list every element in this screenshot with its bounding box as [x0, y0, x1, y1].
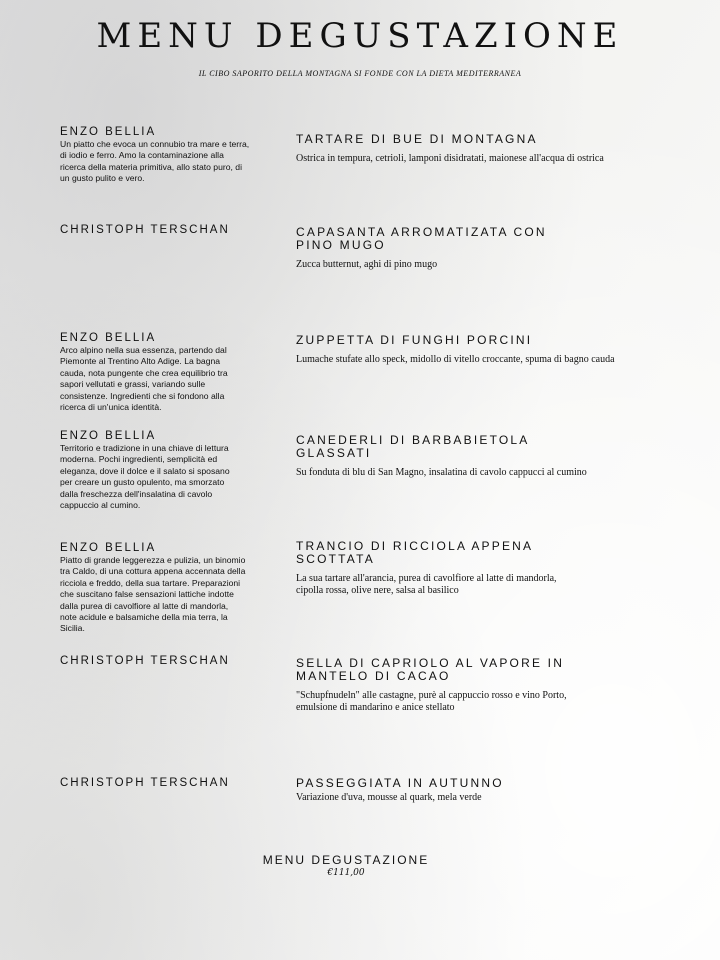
dish-description: Zucca butternut, aghi di pino mugo: [296, 259, 438, 270]
dish-description: "Schupfnudeln" alle castagne, purè al cappuccio rosso e vino Porto, emulsione di mandarino e anice stellato: [296, 690, 567, 713]
dish-description: La sua tartare all'arancia, purea di cavolfiore al latte di mandorla, cipolla rossa, olive nere, salsa al basilico: [296, 573, 557, 596]
course-3-dish: [296, 334, 676, 366]
dish-description: Variazione d'uva, mousse al quark, mela verde: [296, 792, 482, 803]
course-1-dish: [296, 133, 676, 165]
footer-title: MENU DEGUSTAZIONE: [262, 853, 430, 867]
course-2-chef: [60, 224, 250, 237]
dish-name: PASSEGGIATA IN AUTUNNO: [296, 776, 504, 790]
dish-name: CAPASANTA ARROMATIZATA CON PINO MUGO: [296, 225, 547, 252]
dish-description: Ostrica in tempura, cetrioli, lamponi disidratati, maionese all'acqua di ostrica: [296, 153, 604, 164]
chef-description: Territorio e tradizione in una chiave di lettura moderna. Pochi ingredienti, semplicità ed eleganza, dove il dolce e il salato si sposano per creare un gusto opulento, ma smorzato dalla freschezza dell'insalatina di cavolo cappuccio al cumino.: [60, 443, 230, 511]
chef-name: CHRISTOPH TERSCHAN: [60, 655, 230, 667]
menu-price: €111,00: [327, 868, 365, 878]
course-5-dish: [296, 540, 566, 597]
course-2-dish: [296, 226, 586, 271]
course-6-chef: [60, 655, 250, 668]
dish-description: Su fonduta di blu di San Magno, insalatina di cavolo cappucci al cumino: [296, 467, 587, 478]
dish-name: ZUPPETTA DI FUNGHI PORCINI: [296, 333, 533, 347]
course-7-dish: [296, 777, 676, 804]
dish-name: TRANCIO DI RICCIOLA APPENA SCOTTATA: [296, 539, 533, 566]
chef-name: ENZO BELLIA: [60, 126, 157, 138]
dish-description: Lumache stufate allo speck, midollo di vitello croccante, spuma di bagno cauda: [296, 354, 615, 365]
chef-name: ENZO BELLIA: [60, 430, 157, 442]
dish-name: SELLA DI CAPRIOLO AL VAPORE IN MANTELO DI CACAO: [296, 656, 565, 683]
course-3-chef: [60, 332, 250, 413]
chef-description: Arco alpino nella sua essenza, partendo dal Piemonte al Trentino Alto Adige. La bagna cauda, nota pungente che crea equilibrio tra sapori vellutati e grassi, variando sulle consistenze. Ingredienti che si fondono alla ricerca di un'unica identità.: [60, 345, 228, 413]
chef-description: Un piatto che evoca un connubio tra mare e terra, di iodio e ferro. Amo la contaminazione alla ricerca della materia primitiva, allo stato puro, di un gusto pulito e vero.: [60, 139, 250, 184]
course-4-dish: [296, 433, 587, 479]
chef-name: ENZO BELLIA: [60, 332, 157, 344]
course-6-dish: [296, 657, 606, 714]
page-subtitle: IL CIBO SAPORITO DELLA MONTAGNA SI FONDE CON LA DIETA MEDITERRANEA: [198, 69, 522, 78]
chef-name: CHRISTOPH TERSCHAN: [60, 777, 230, 789]
course-4-chef: [60, 430, 250, 511]
course-1-chef: [60, 126, 250, 185]
course-5-chef: [60, 542, 250, 635]
dish-name: TARTARE DI BUE DI MONTAGNA: [296, 132, 538, 146]
page-title: MENU DEGUSTAZIONE: [96, 16, 624, 56]
chef-name: CHRISTOPH TERSCHAN: [60, 224, 230, 236]
dish-name: CANEDERLI DI BARBABIETOLA GLASSATI: [296, 433, 529, 460]
chef-description: Piatto di grande leggerezza e pulizia, un binomio tra Caldo, di una cottura appena accennata della ricciola e freddo, della sua tartare. Preparazioni che suscitano false sensazioni lattiche indotte dalla purea di cavolfiore al latte di mandorla, note acidule e balsamiche della mia terra, la Sicilia.: [60, 555, 246, 634]
chef-name: ENZO BELLIA: [60, 542, 157, 554]
course-7-chef: [60, 777, 250, 790]
